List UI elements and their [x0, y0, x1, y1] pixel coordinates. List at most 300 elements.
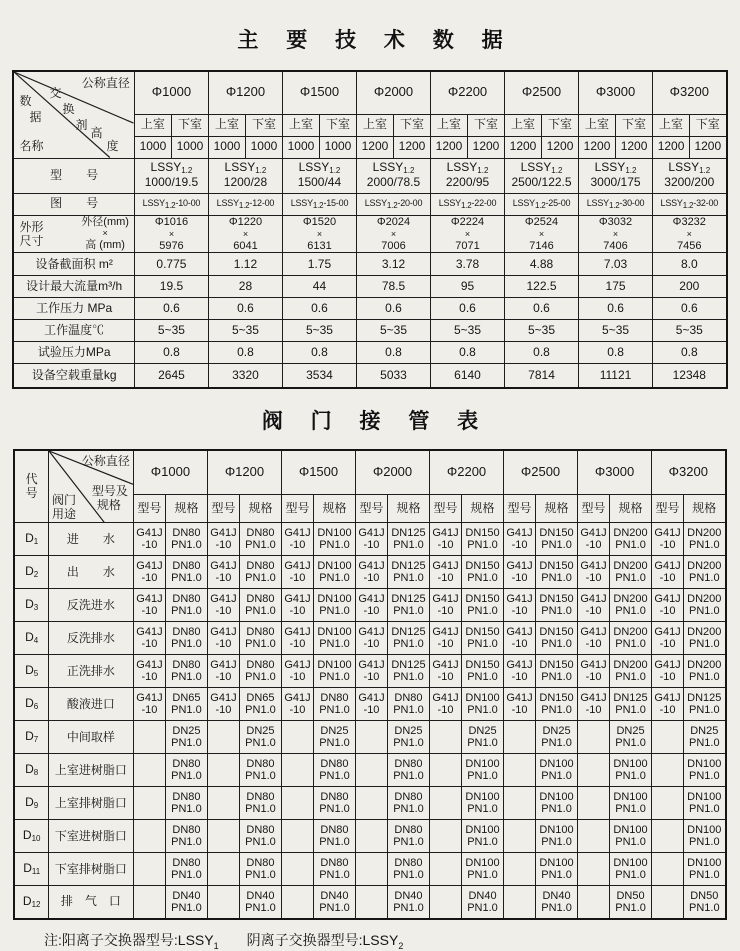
valve-spec-cell-D12-7: DN50 PN1.0	[684, 886, 726, 919]
valve-spec-cell-D8-0: DN80 PN1.0	[165, 754, 207, 787]
tech-height-value-2-1: 1000	[319, 136, 356, 158]
valve-subheader-model-5: 型号	[504, 495, 536, 523]
tech-empty-weight-cell-5: 7814	[505, 364, 579, 388]
valve-table-title: 阀 门 接 管 表	[261, 409, 490, 433]
tech-diameter-header-7: Φ3200	[653, 71, 727, 114]
valve-spec-cell-D6-7: DN125 PN1.0	[684, 688, 726, 721]
valve-spec-cell-D7-4: DN25 PN1.0	[462, 721, 504, 754]
valve-model-cell-D10-5	[504, 820, 536, 853]
tech-cross-section-cell-0: 0.775	[134, 253, 208, 276]
valve-spec-cell-D11-3: DN80 PN1.0	[387, 853, 429, 886]
valve-model-cell-D9-0	[133, 787, 165, 820]
corner-label-exchanger-char: 交	[49, 86, 62, 100]
valve-model-cell-D12-6	[578, 886, 610, 919]
valve-model-cell-D4-6: G41J -10	[578, 622, 610, 655]
tech-cross-section-cell-3: 3.12	[356, 253, 430, 276]
valve-model-cell-D9-1	[207, 787, 239, 820]
tech-max-flow-cell-5: 122.5	[505, 276, 579, 298]
tech-dimension-cell-0: Φ1016 × 5976	[134, 215, 208, 253]
valve-spec-cell-D8-2: DN80 PN1.0	[313, 754, 355, 787]
corner-label-height-char: 高	[90, 126, 103, 140]
tech-empty-weight-cell-1: 3320	[208, 364, 282, 388]
valve-model-cell-D5-1: G41J -10	[207, 655, 239, 688]
tech-drawing-cell-2: $LSSY_{1.2}-15-00$	[282, 193, 356, 215]
valve-spec-cell-D4-6: DN200 PN1.0	[610, 622, 652, 655]
tech-row-label-empty-weight: 设备空载重量kg	[13, 364, 134, 388]
tech-height-value-0-0: 1000	[134, 136, 171, 158]
valve-model-cell-D7-7	[652, 721, 684, 754]
tech-drawing-cell-4: $LSSY_{1.2}-22-00$	[431, 193, 505, 215]
valve-spec-cell-D9-7: DN100 PN1.0	[684, 787, 726, 820]
tech-drawing-cell-7: $LSSY_{1.2}-32-00$	[653, 193, 727, 215]
tech-data-table	[12, 70, 727, 389]
valve-spec-cell-D9-4: DN100 PN1.0	[462, 787, 504, 820]
tech-chamber-header-6-1: 下室	[616, 114, 653, 136]
tech-height-value-3-0: 1200	[356, 136, 393, 158]
valve-model-cell-D3-6: G41J -10	[578, 589, 610, 622]
valve-model-cell-D9-6	[578, 787, 610, 820]
valve-spec-cell-D4-1: DN80 PN1.0	[239, 622, 281, 655]
valve-model-cell-D9-3	[355, 787, 387, 820]
valve-diameter-header-5: Φ2500	[504, 450, 578, 495]
valve-use-D1: 进 水	[48, 523, 133, 556]
valve-spec-cell-D5-1: DN80 PN1.0	[239, 655, 281, 688]
valve-model-cell-D6-6: G41J -10	[578, 688, 610, 721]
valve-subheader-model-6: 型号	[578, 495, 610, 523]
valve-spec-cell-D11-0: DN80 PN1.0	[165, 853, 207, 886]
tech-test-pressure-cell-3: 0.8	[356, 342, 430, 364]
valve-spec-cell-D10-5: DN100 PN1.0	[536, 820, 578, 853]
valve-code-header-char: 号	[25, 485, 38, 500]
valve-model-cell-D11-1	[207, 853, 239, 886]
tech-diameter-header-1: Φ1200	[208, 71, 282, 114]
tech-diameter-header-2: Φ1500	[282, 71, 356, 114]
tech-diameter-header-5: Φ2500	[505, 71, 579, 114]
tech-drawing-cell-1: $LSSY_{1.2}-12-00$	[208, 193, 282, 215]
valve-spec-cell-D5-0: DN80 PN1.0	[165, 655, 207, 688]
tech-chamber-header-4-0: 上室	[431, 114, 468, 136]
valve-model-cell-D3-1: G41J -10	[207, 589, 239, 622]
corner-label-valve-use: 用途	[51, 506, 76, 521]
valve-code-D6: $D_6$	[14, 688, 48, 721]
tech-test-pressure-cell-6: 0.8	[579, 342, 653, 364]
valve-model-cell-D12-4	[430, 886, 462, 919]
valve-model-cell-D12-0	[133, 886, 165, 919]
valve-model-cell-D4-2: G41J -10	[281, 622, 313, 655]
valve-model-cell-D6-4: G41J -10	[430, 688, 462, 721]
valve-spec-cell-D3-0: DN80 PN1.0	[165, 589, 207, 622]
valve-subheader-model-3: 型号	[355, 495, 387, 523]
valve-model-cell-D2-4: G41J -10	[430, 556, 462, 589]
valve-spec-cell-D11-1: DN80 PN1.0	[239, 853, 281, 886]
tech-drawing-cell-5: $LSSY_{1.2}-25-00$	[505, 193, 579, 215]
tech-drawing-cell-3: $LSSY_{1.2}-20-00$	[356, 193, 430, 215]
valve-spec-cell-D9-2: DN80 PN1.0	[313, 787, 355, 820]
tech-working-pressure-cell-4: 0.6	[431, 298, 505, 320]
valve-model-cell-D8-3	[355, 754, 387, 787]
valve-spec-cell-D2-6: DN200 PN1.0	[610, 556, 652, 589]
valve-spec-cell-D12-5: DN40 PN1.0	[536, 886, 578, 919]
valve-model-cell-D3-0: G41J -10	[133, 589, 165, 622]
tech-chamber-header-4-1: 下室	[468, 114, 505, 136]
valve-spec-cell-D4-0: DN80 PN1.0	[165, 622, 207, 655]
valve-model-cell-D6-7: G41J -10	[652, 688, 684, 721]
tech-working-temperature-cell-4: 5~35	[431, 320, 505, 342]
corner-label-name: 名称	[19, 139, 44, 154]
valve-model-cell-D5-7: G41J -10	[652, 655, 684, 688]
valve-spec-cell-D7-3: DN25 PN1.0	[387, 721, 429, 754]
tech-cross-section-cell-4: 3.78	[431, 253, 505, 276]
tech-cross-section-cell-6: 7.03	[579, 253, 653, 276]
valve-spec-cell-D5-2: DN100 PN1.0	[313, 655, 355, 688]
tech-test-pressure-cell-7: 0.8	[653, 342, 727, 364]
valve-spec-cell-D11-7: DN100 PN1.0	[684, 853, 726, 886]
tech-model-cell-4: $LSSY_{1.2}$ 2200/95	[431, 158, 505, 193]
valve-model-cell-D12-7	[652, 886, 684, 919]
valve-spec-cell-D5-7: DN200 PN1.0	[684, 655, 726, 688]
valve-spec-cell-D2-3: DN125 PN1.0	[387, 556, 429, 589]
valve-model-cell-D8-5	[504, 754, 536, 787]
valve-model-cell-D7-0	[133, 721, 165, 754]
tech-max-flow-cell-0: 19.5	[134, 276, 208, 298]
tech-chamber-header-2-1: 下室	[319, 114, 356, 136]
valve-model-cell-D1-6: G41J -10	[578, 523, 610, 556]
valve-spec-cell-D7-6: DN25 PN1.0	[610, 721, 652, 754]
corner-label-model-spec: 规格	[96, 497, 121, 512]
valve-code-D9: $D_9$	[14, 787, 48, 820]
tech-diameter-header-3: Φ2000	[356, 71, 430, 114]
tech-height-value-3-1: 1200	[393, 136, 430, 158]
valve-model-cell-D5-3: G41J -10	[355, 655, 387, 688]
tech-row-label-working-temperature: 工作温度℃	[13, 320, 134, 342]
tech-corner-header	[13, 71, 134, 158]
valve-spec-cell-D3-7: DN200 PN1.0	[684, 589, 726, 622]
valve-code-column-header	[14, 450, 48, 523]
valve-model-cell-D6-1: G41J -10	[207, 688, 239, 721]
valve-model-cell-D1-5: G41J -10	[504, 523, 536, 556]
valve-table-header	[14, 450, 725, 523]
valve-model-cell-D12-3	[355, 886, 387, 919]
valve-code-D3: $D_3$	[14, 589, 48, 622]
valve-model-cell-D8-6	[578, 754, 610, 787]
tech-row-label-cross-section: 设备截面积 m²	[13, 253, 134, 276]
tech-diameter-header-0: Φ1000	[134, 71, 208, 114]
valve-spec-cell-D5-3: DN125 PN1.0	[387, 655, 429, 688]
valve-model-cell-D2-6: G41J -10	[578, 556, 610, 589]
valve-spec-cell-D10-7: DN100 PN1.0	[684, 820, 726, 853]
tech-dimension-cell-3: Φ2024 × 7006	[356, 215, 430, 253]
valve-spec-cell-D2-7: DN200 PN1.0	[684, 556, 726, 589]
valve-spec-cell-D3-6: DN200 PN1.0	[610, 589, 652, 622]
tech-model-cell-7: $LSSY_{1.2}$ 3200/200	[653, 158, 727, 193]
valve-model-cell-D10-0	[133, 820, 165, 853]
tech-max-flow-cell-3: 78.5	[356, 276, 430, 298]
tech-test-pressure-cell-1: 0.8	[208, 342, 282, 364]
valve-model-cell-D8-7	[652, 754, 684, 787]
valve-use-D2: 出 水	[48, 556, 133, 589]
valve-diameter-header-7: Φ3200	[652, 450, 726, 495]
main-table-title: 主 要 技 术 数 据	[237, 29, 514, 52]
tech-drawing-cell-6: $LSSY_{1.2}-30-00$	[579, 193, 653, 215]
valve-model-cell-D11-5	[504, 853, 536, 886]
tech-max-flow-cell-6: 175	[579, 276, 653, 298]
valve-spec-cell-D6-1: DN65 PN1.0	[239, 688, 281, 721]
corner-label-model-spec: 型号及	[91, 483, 128, 498]
valve-spec-cell-D1-3: DN125 PN1.0	[387, 523, 429, 556]
valve-code-D4: $D_4$	[14, 622, 48, 655]
valve-model-cell-D7-6	[578, 721, 610, 754]
tech-working-pressure-cell-1: 0.6	[208, 298, 282, 320]
tech-row-label-drawing: 图 号	[13, 193, 134, 215]
tech-test-pressure-cell-2: 0.8	[282, 342, 356, 364]
valve-subheader-spec-7: 规格	[684, 495, 726, 523]
tech-model-cell-5: $LSSY_{1.2}$ 2500/122.5	[505, 158, 579, 193]
valve-spec-cell-D8-6: DN100 PN1.0	[610, 754, 652, 787]
valve-use-D6: 酸液进口	[48, 688, 133, 721]
tech-working-temperature-cell-3: 5~35	[356, 320, 430, 342]
valve-spec-cell-D2-0: DN80 PN1.0	[165, 556, 207, 589]
valve-model-cell-D7-1	[207, 721, 239, 754]
valve-spec-cell-D12-6: DN50 PN1.0	[610, 886, 652, 919]
valve-model-cell-D1-7: G41J -10	[652, 523, 684, 556]
tech-row-label-max-flow: 设计最大流量m³/h	[13, 276, 134, 298]
tech-working-pressure-cell-2: 0.6	[282, 298, 356, 320]
valve-spec-cell-D6-4: DN100 PN1.0	[462, 688, 504, 721]
valve-spec-cell-D8-4: DN100 PN1.0	[462, 754, 504, 787]
valve-code-D5: $D_5$	[14, 655, 48, 688]
tech-model-cell-2: $LSSY_{1.2}$ 1500/44	[282, 158, 356, 193]
valve-spec-cell-D2-1: DN80 PN1.0	[239, 556, 281, 589]
tech-empty-weight-cell-6: 11121	[579, 364, 653, 388]
tech-working-pressure-cell-0: 0.6	[134, 298, 208, 320]
valve-model-cell-D9-7	[652, 787, 684, 820]
tech-model-cell-1: $LSSY_{1.2}$ 1200/28	[208, 158, 282, 193]
valve-model-cell-D7-4	[430, 721, 462, 754]
tech-height-value-0-1: 1000	[171, 136, 208, 158]
valve-use-D7: 中间取样	[48, 721, 133, 754]
valve-model-cell-D12-1	[207, 886, 239, 919]
valve-use-D10: 下室进树脂口	[48, 820, 133, 853]
valve-spec-cell-D10-1: DN80 PN1.0	[239, 820, 281, 853]
valve-diameter-header-1: Φ1200	[207, 450, 281, 495]
valve-subheader-spec-1: 规格	[239, 495, 281, 523]
tech-height-value-7-0: 1200	[653, 136, 690, 158]
valve-model-cell-D1-3: G41J -10	[355, 523, 387, 556]
tech-cross-section-cell-2: 1.75	[282, 253, 356, 276]
tech-chamber-header-3-0: 上室	[356, 114, 393, 136]
valve-model-cell-D8-1	[207, 754, 239, 787]
tech-height-value-6-1: 1200	[616, 136, 653, 158]
corner-label-valve-use: 阀门	[51, 492, 76, 507]
tech-max-flow-cell-1: 28	[208, 276, 282, 298]
tech-table-header	[13, 71, 726, 158]
tech-drawing-cell-0: $LSSY_{1.2}-10-00$	[134, 193, 208, 215]
valve-model-cell-D1-1: G41J -10	[207, 523, 239, 556]
tech-chamber-header-7-1: 下室	[690, 114, 727, 136]
tech-working-pressure-cell-7: 0.6	[653, 298, 727, 320]
valve-model-cell-D10-7	[652, 820, 684, 853]
valve-spec-cell-D7-2: DN25 PN1.0	[313, 721, 355, 754]
valve-model-cell-D4-3: G41J -10	[355, 622, 387, 655]
valve-spec-cell-D9-3: DN80 PN1.0	[387, 787, 429, 820]
valve-spec-cell-D3-2: DN100 PN1.0	[313, 589, 355, 622]
valve-spec-cell-D4-4: DN150 PN1.0	[462, 622, 504, 655]
tech-height-value-4-0: 1200	[431, 136, 468, 158]
tech-test-pressure-cell-5: 0.8	[505, 342, 579, 364]
tech-model-cell-3: $LSSY_{1.2}$ 2000/78.5	[356, 158, 430, 193]
tech-row-label-working-pressure: 工作压力 MPa	[13, 298, 134, 320]
valve-spec-cell-D12-2: DN40 PN1.0	[313, 886, 355, 919]
valve-model-cell-D2-7: G41J -10	[652, 556, 684, 589]
tech-working-pressure-cell-5: 0.6	[505, 298, 579, 320]
tech-working-temperature-cell-0: 5~35	[134, 320, 208, 342]
corner-label-data-char: 数	[19, 94, 32, 108]
tech-cross-section-cell-1: 1.12	[208, 253, 282, 276]
tech-height-value-7-1: 1200	[690, 136, 727, 158]
valve-spec-cell-D10-2: DN80 PN1.0	[313, 820, 355, 853]
valve-use-D4: 反洗排水	[48, 622, 133, 655]
valve-use-D11: 下室排树脂口	[48, 853, 133, 886]
tech-row-label-model: 型 号	[13, 158, 134, 193]
valve-model-cell-D2-2: G41J -10	[281, 556, 313, 589]
valve-model-cell-D9-5	[504, 787, 536, 820]
tech-chamber-header-6-0: 上室	[579, 114, 616, 136]
valve-spec-cell-D10-4: DN100 PN1.0	[462, 820, 504, 853]
valve-spec-cell-D9-1: DN80 PN1.0	[239, 787, 281, 820]
valve-model-cell-D2-3: G41J -10	[355, 556, 387, 589]
valve-spec-cell-D1-5: DN150 PN1.0	[536, 523, 578, 556]
valve-model-cell-D4-7: G41J -10	[652, 622, 684, 655]
tech-chamber-header-0-1: 下室	[171, 114, 208, 136]
tech-test-pressure-cell-0: 0.8	[134, 342, 208, 364]
tech-chamber-header-1-1: 下室	[245, 114, 282, 136]
tech-chamber-header-1-0: 上室	[208, 114, 245, 136]
tech-height-value-1-1: 1000	[245, 136, 282, 158]
tech-dimension-cell-4: Φ2224 × 7071	[431, 215, 505, 253]
valve-code-D8: $D_8$	[14, 754, 48, 787]
valve-use-D9: 上室排树脂口	[48, 787, 133, 820]
valve-subheader-model-7: 型号	[652, 495, 684, 523]
tech-empty-weight-cell-4: 6140	[431, 364, 505, 388]
tech-working-temperature-cell-5: 5~35	[505, 320, 579, 342]
valve-spec-cell-D4-7: DN200 PN1.0	[684, 622, 726, 655]
valve-subheader-spec-4: 规格	[462, 495, 504, 523]
valve-model-cell-D11-6	[578, 853, 610, 886]
valve-subheader-model-2: 型号	[281, 495, 313, 523]
valve-model-cell-D1-0: G41J -10	[133, 523, 165, 556]
valve-model-cell-D4-0: G41J -10	[133, 622, 165, 655]
valve-spec-cell-D6-2: DN80 PN1.0	[313, 688, 355, 721]
valve-subheader-spec-2: 规格	[313, 495, 355, 523]
valve-model-cell-D12-5	[504, 886, 536, 919]
valve-model-cell-D7-2	[281, 721, 313, 754]
valve-spec-cell-D11-4: DN100 PN1.0	[462, 853, 504, 886]
tech-chamber-header-2-0: 上室	[282, 114, 319, 136]
corner-label-nominal-diameter: 公称直径	[81, 76, 130, 90]
valve-diameter-header-2: Φ1500	[281, 450, 355, 495]
valve-model-cell-D10-6	[578, 820, 610, 853]
valve-model-cell-D6-0: G41J -10	[133, 688, 165, 721]
valve-model-cell-D11-3	[355, 853, 387, 886]
valve-code-D7: $D_7$	[14, 721, 48, 754]
valve-subheader-spec-0: 规格	[165, 495, 207, 523]
valve-spec-cell-D5-6: DN200 PN1.0	[610, 655, 652, 688]
valve-spec-cell-D1-0: DN80 PN1.0	[165, 523, 207, 556]
tech-cross-section-cell-7: 8.0	[653, 253, 727, 276]
valve-model-cell-D10-3	[355, 820, 387, 853]
valve-spec-cell-D2-4: DN150 PN1.0	[462, 556, 504, 589]
valve-model-cell-D3-2: G41J -10	[281, 589, 313, 622]
valve-spec-cell-D4-5: DN150 PN1.0	[536, 622, 578, 655]
valve-model-cell-D8-2	[281, 754, 313, 787]
valve-spec-cell-D2-2: DN100 PN1.0	[313, 556, 355, 589]
valve-spec-cell-D8-5: DN100 PN1.0	[536, 754, 578, 787]
valve-model-cell-D6-3: G41J -10	[355, 688, 387, 721]
valve-code-header-char: 代	[25, 472, 38, 487]
valve-code-D12: $D_{12}$	[14, 886, 48, 919]
tech-row-label-test-pressure: 试验压力MPa	[13, 342, 134, 364]
tech-working-pressure-cell-3: 0.6	[356, 298, 430, 320]
valve-model-cell-D11-0	[133, 853, 165, 886]
valve-model-cell-D3-5: G41J -10	[504, 589, 536, 622]
valve-code-D11: $D_{11}$	[14, 853, 48, 886]
valve-spec-cell-D6-3: DN80 PN1.0	[387, 688, 429, 721]
tech-empty-weight-cell-0: 2645	[134, 364, 208, 388]
valve-diameter-header-0: Φ1000	[133, 450, 207, 495]
valve-model-cell-D9-2	[281, 787, 313, 820]
valve-subheader-spec-6: 规格	[610, 495, 652, 523]
tech-empty-weight-cell-3: 5033	[356, 364, 430, 388]
valve-code-D10: $D_{10}$	[14, 820, 48, 853]
valve-table-body	[14, 523, 725, 919]
valve-model-cell-D7-5	[504, 721, 536, 754]
tech-max-flow-cell-7: 200	[653, 276, 727, 298]
corner-label-exchanger-char: 换	[62, 102, 75, 116]
valve-spec-cell-D3-5: DN150 PN1.0	[536, 589, 578, 622]
valve-pipe-table	[13, 449, 726, 920]
valve-model-cell-D4-4: G41J -10	[430, 622, 462, 655]
valve-model-cell-D10-1	[207, 820, 239, 853]
tech-model-cell-6: $LSSY_{1.2}$ 3000/175	[579, 158, 653, 193]
valve-spec-cell-D10-0: DN80 PN1.0	[165, 820, 207, 853]
tech-working-pressure-cell-6: 0.6	[579, 298, 653, 320]
tech-empty-weight-cell-7: 12348	[653, 364, 727, 388]
valve-diameter-header-4: Φ2200	[430, 450, 504, 495]
valve-spec-cell-D2-5: DN150 PN1.0	[536, 556, 578, 589]
tech-height-value-6-0: 1200	[579, 136, 616, 158]
tech-working-temperature-cell-7: 5~35	[653, 320, 727, 342]
valve-subheader-spec-5: 规格	[536, 495, 578, 523]
valve-model-cell-D6-5: G41J -10	[504, 688, 536, 721]
tech-height-value-4-1: 1200	[468, 136, 505, 158]
valve-spec-cell-D4-2: DN100 PN1.0	[313, 622, 355, 655]
valve-model-cell-D1-2: G41J -10	[281, 523, 313, 556]
valve-spec-cell-D12-3: DN40 PN1.0	[387, 886, 429, 919]
valve-spec-cell-D3-4: DN150 PN1.0	[462, 589, 504, 622]
valve-use-D5: 正洗排水	[48, 655, 133, 688]
valve-spec-cell-D1-4: DN150 PN1.0	[462, 523, 504, 556]
valve-spec-cell-D1-1: DN80 PN1.0	[239, 523, 281, 556]
valve-spec-cell-D1-6: DN200 PN1.0	[610, 523, 652, 556]
valve-model-cell-D8-0	[133, 754, 165, 787]
valve-spec-cell-D5-4: DN150 PN1.0	[462, 655, 504, 688]
tech-chamber-header-3-1: 下室	[393, 114, 430, 136]
tech-table-body	[13, 158, 726, 388]
valve-spec-cell-D7-7: DN25 PN1.0	[684, 721, 726, 754]
valve-spec-cell-D8-7: DN100 PN1.0	[684, 754, 726, 787]
valve-diameter-header-3: Φ2000	[355, 450, 429, 495]
valve-spec-cell-D11-5: DN100 PN1.0	[536, 853, 578, 886]
